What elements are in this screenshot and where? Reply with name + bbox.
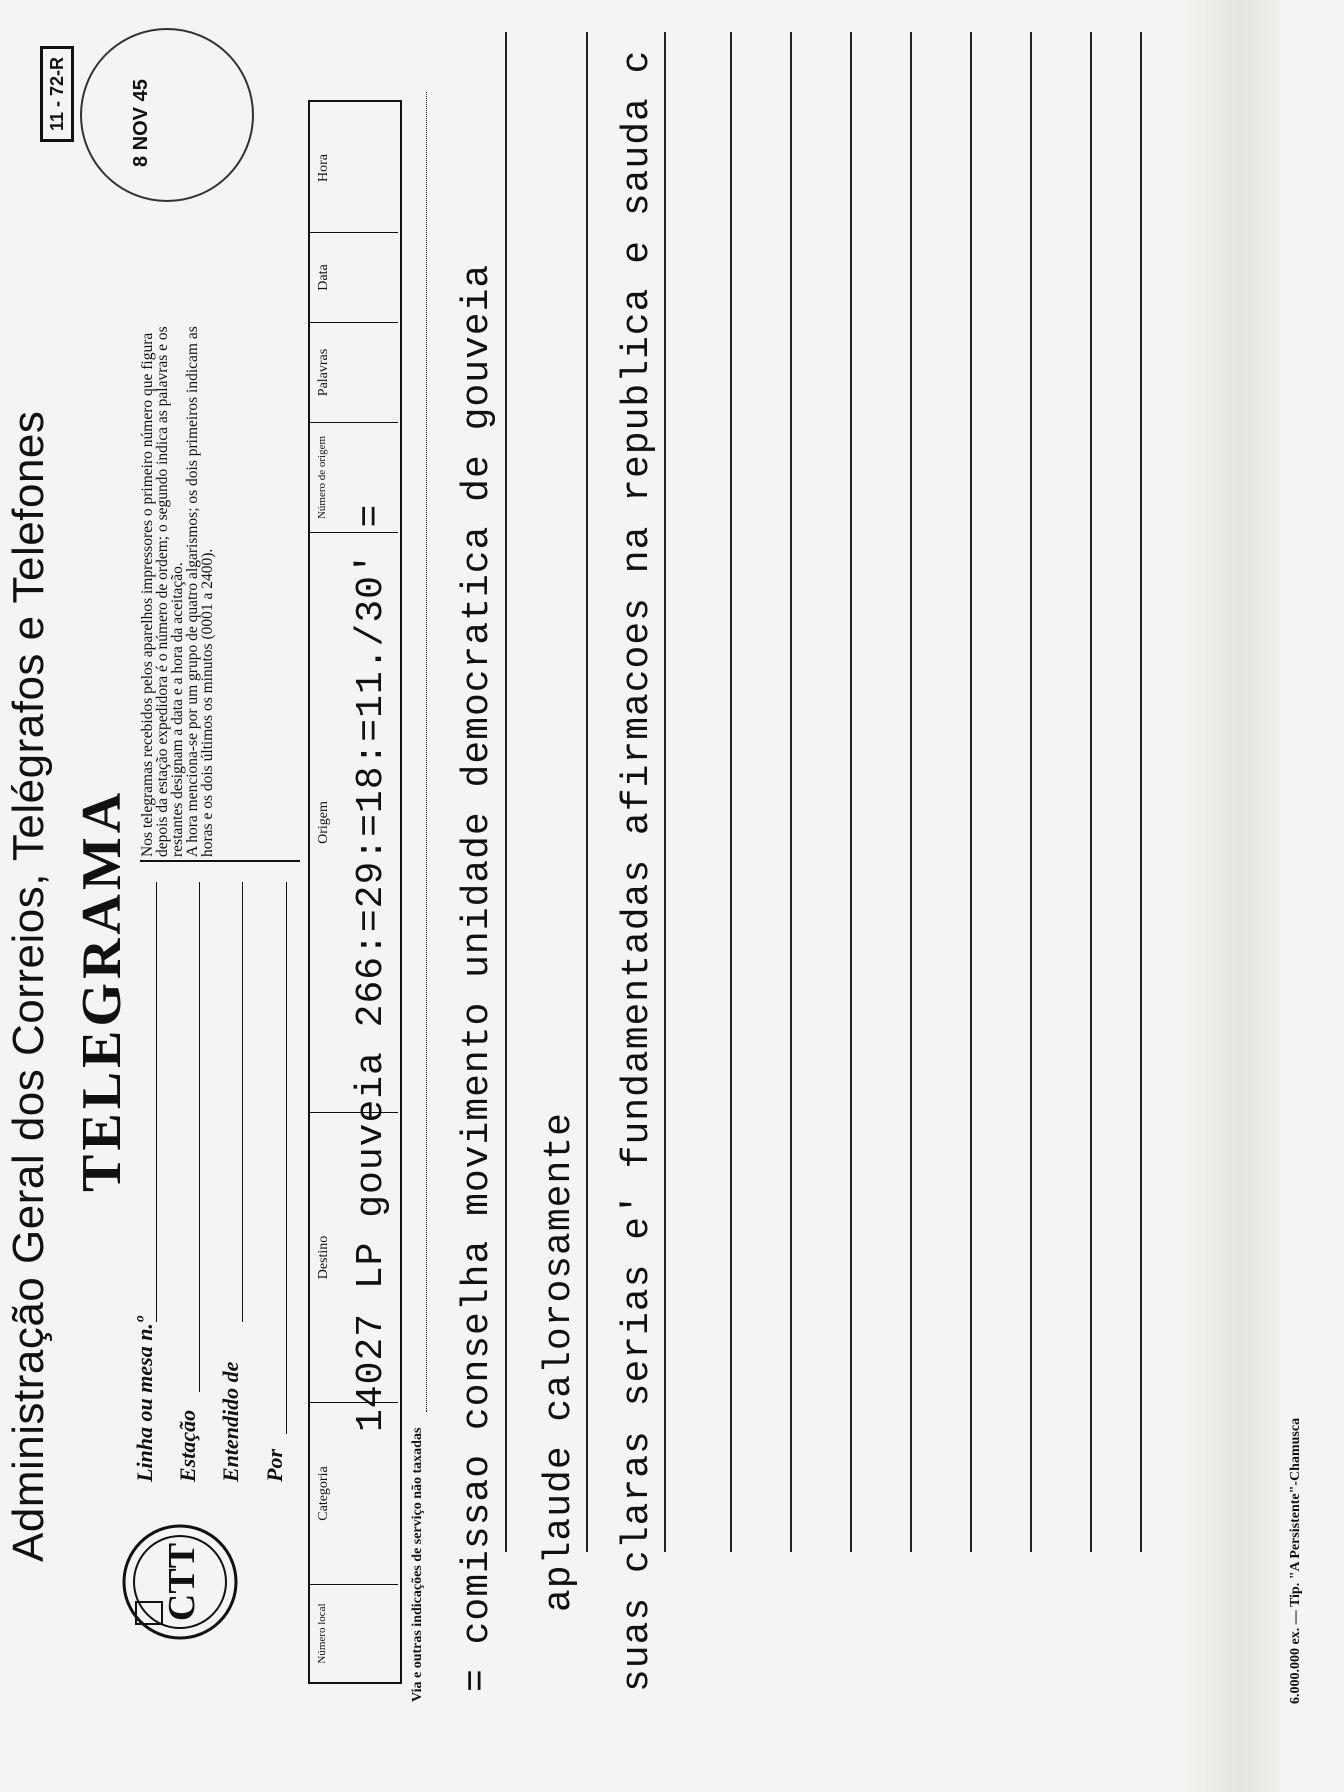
form-heading: TELEGRAMA bbox=[71, 788, 133, 1192]
message-line-2: aplaude calorosamente bbox=[538, 1112, 581, 1612]
field-entendido-line bbox=[242, 882, 243, 1322]
form-code: 11 - 72-R bbox=[40, 46, 74, 142]
col-destino: Destino bbox=[310, 1112, 398, 1402]
ruled-line bbox=[790, 32, 792, 1552]
date-stamp bbox=[80, 28, 254, 202]
postal-emblem bbox=[120, 1522, 240, 1642]
ruled-line bbox=[586, 32, 588, 1552]
service-line bbox=[426, 92, 427, 1412]
col-numero-origem: Número de origem bbox=[310, 422, 398, 532]
ruled-line bbox=[1140, 32, 1142, 1552]
notes-divider bbox=[140, 860, 300, 862]
col-data: Data bbox=[310, 232, 398, 322]
field-linha: Linha ou mesa n.º bbox=[132, 1316, 157, 1482]
service-label: Via e outras indicações de serviço não taxadas bbox=[410, 1427, 425, 1702]
field-por: Por bbox=[262, 1449, 287, 1482]
notes-block bbox=[140, 297, 215, 857]
ruled-line bbox=[730, 32, 732, 1552]
field-entendido: Entendido de bbox=[218, 1361, 243, 1482]
field-estacao-line bbox=[199, 882, 200, 1392]
ruled-line bbox=[664, 32, 666, 1552]
stamp-text: 8 NOV 45 bbox=[130, 79, 152, 167]
col-palavras: Palavras bbox=[310, 322, 398, 422]
field-estacao: Estação bbox=[175, 1409, 200, 1482]
fold-shadow bbox=[1180, 0, 1280, 1792]
note-2: A hora menciona-se por um grupo de quatro algarismos; os dois primeiros indicam as horas e os dois últimos os minutos (0001 a 2400). bbox=[184, 326, 216, 857]
ruled-line bbox=[970, 32, 972, 1552]
col-categoria: Categoria bbox=[310, 1402, 398, 1584]
note-1: Nos telegramas recebidos pelos aparelhos impressores o primeiro número que figura depois da estação expedidora é o número de ordem; o segundo indica as palavras e os restantes designam a data e a hora da aceitação. bbox=[139, 326, 186, 857]
col-origem: Origem bbox=[310, 532, 398, 1112]
field-linha-line bbox=[156, 882, 157, 1322]
message-line-1: = comissao conselha movimento unidade democratica de gouveia bbox=[456, 263, 499, 1692]
col-hora: Hora bbox=[316, 154, 331, 182]
ruled-line bbox=[910, 32, 912, 1552]
svg-text:CTT: CTT bbox=[161, 1542, 203, 1622]
footer-print: 6.000.000 ex. — Tip. "A Persistente"-Chamusca bbox=[1288, 1417, 1303, 1704]
ruled-line bbox=[1030, 32, 1032, 1552]
header-line: 14027 LP gouveia 266:=29:=18:=11./30' = bbox=[350, 503, 393, 1432]
ruled-line bbox=[505, 32, 507, 1552]
field-por-line bbox=[286, 882, 287, 1434]
message-line-3: suas claras serias e' fundamentadas afirmacoes na republica e sauda c bbox=[616, 49, 659, 1692]
col-numero-local: Número local bbox=[310, 1584, 398, 1682]
ruled-line bbox=[1090, 32, 1092, 1552]
ruled-line bbox=[850, 32, 852, 1552]
page-title: Administração Geral dos Correios, Telégrafos e Telefones bbox=[4, 410, 53, 1562]
